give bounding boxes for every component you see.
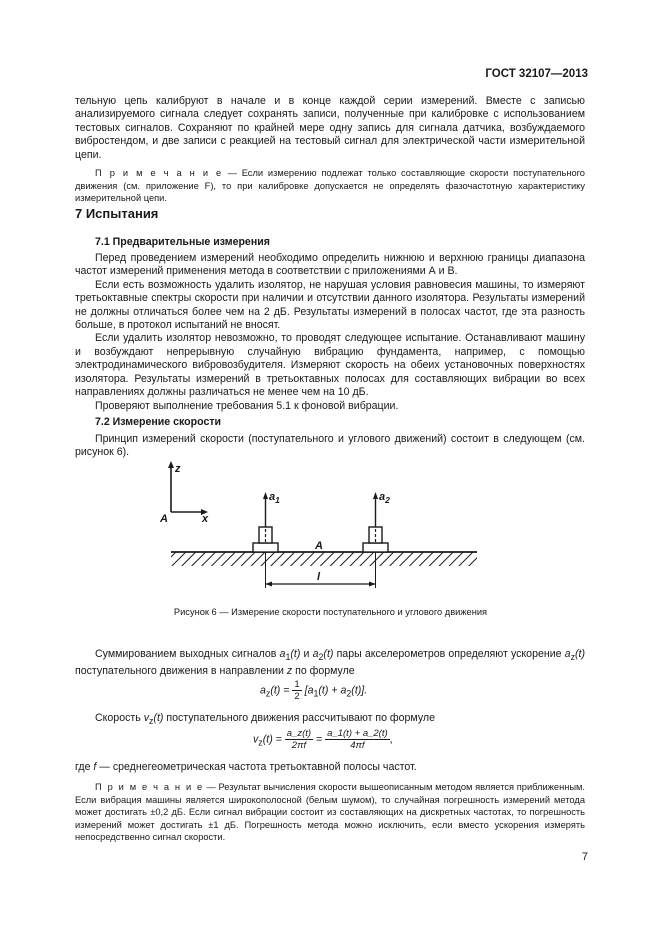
summation-block xyxy=(75,648,585,678)
formula-2-fraction-1: $\frac{a\_z(t)}{2\pi f}$ xyxy=(286,728,312,751)
s71-paragraph-2: Если есть возможность удалить изолятор, не нарушая условия равновесия машины, то измеряют третьоктавные спектры скорости при наличии и отсутствии данного изолятора. Результаты измерений не должны отличаться более чем на 2 дБ. Результаты измерений в полосах частот, где эта разность больше, в протокол испытаний не вносят. xyxy=(75,278,585,332)
s71-paragraph-4: Проверяют выполнение требования 5.1 к фоновой вибрации. xyxy=(95,400,399,413)
dimension-l-label: l xyxy=(317,571,321,583)
formula-2-fraction-2: $\frac{a\_1(t) + a\_2(t)}{4\pi f}$ xyxy=(327,728,388,751)
formula-velocity: $v_z(t)$ = $\frac{a\_z(t)}{2\pi f}$ = $\frac{a\_1(t) + a\_2(t)}{4\pi f}$ , xyxy=(253,728,393,751)
intro-block xyxy=(75,95,585,205)
note-2-paragraph: П р и м е ч а н и е — Результат вычисления скорости вышеописанным методом является приближенным. Если вибрация машины является широкополосной (белым шумом), то случайная погрешность измерений метода может достигать ±0,2 дБ. Если сигнал вибрации состоит из составляющих на дискретных частотах, то погрешность измерений может достигать ±1 дБ. Погрешность метода можно исключить, если вместо ускорения измерять непосредственно сигнал скорости. xyxy=(75,782,585,843)
s72-paragraph-1: Принцип измерений скорости (поступательного и углового движений) состоит в следующем (см. рисунок 6). xyxy=(75,433,585,459)
foundation-hatching xyxy=(171,552,477,566)
axis-x-label: x xyxy=(202,513,209,525)
accelerometer-2-label: $a_2$ xyxy=(379,491,390,505)
note-text: — Если измерению подлежат только составляющие скорости поступательного движения (см. приложение F), то при калибровке допускается не определять фазочастотную характеристику измерительной цепи. xyxy=(75,168,585,204)
point-a-left-label: A xyxy=(160,513,168,525)
where-paragraph: где f — среднегеометрическая частота третьоктавной полосы частот. xyxy=(75,761,417,773)
section-7-1-body xyxy=(75,252,585,414)
axis-z-label: z xyxy=(175,463,181,475)
intro-paragraph: тельную цепь калибруют в начале и в конце каждой серии измерений. Вместе с записью анализируемого сигнала следует сохранять записи, полученные при калибровке с использованием тестовых сигналов. Сохраняют по крайней мере одну запись для сигнала датчика, возбуждаемого вибростендом, и две записи с реакцией на тестовый сигнал для электрической части измерительной цепи. xyxy=(75,95,585,161)
document-header: ГОСТ 32107—2013 xyxy=(485,68,588,80)
section-7-heading: 7 Испытания xyxy=(75,206,159,221)
section-7-1-heading: 7.1 Предварительные измерения xyxy=(95,236,270,248)
figure-6-caption: Рисунок 6 — Измерение скорости поступательного и углового движения xyxy=(173,607,488,617)
s71-paragraph-1: Перед проведением измерений необходимо определить нижнюю и верхнюю границы диапазона частот измерений применения метода в соответствии с приложениями А и В. xyxy=(75,252,585,278)
page-number: 7 xyxy=(581,851,588,863)
section-7-2-body xyxy=(75,433,585,460)
velocity-paragraph: Скорость $v_z(t)$ поступательного движения рассчитывают по формуле xyxy=(95,712,435,727)
section-7-2-heading: 7.2 Измерение скорости xyxy=(95,416,222,428)
point-a-mid-label: A xyxy=(315,540,323,552)
note-label: П р и м е ч а н и е xyxy=(95,168,223,179)
accelerometer-1-label: $a_1$ xyxy=(269,491,280,505)
formula-1-fraction: $\frac{1}{2}$ xyxy=(294,679,300,702)
s71-paragraph-3: Если удалить изолятор невозможно, то проводят следующее испытание. Останавливают машину и возбуждают непрерывную случайную вибрацию фундамента, например, с помощью электродинамического вибровозбудителя. Измеряют скорость на обеих установочных поверхностях изолятора. Результаты измерений в третьоктавных полосах для составляющих вибрации во всех направлениях должны различаться не менее чем на 10 дБ. xyxy=(75,332,585,399)
formula-acceleration: $a_z(t)$ = $\frac{1}{2}$ $[a_1(t) + a_2(t)]$. xyxy=(260,679,368,702)
note-2-block xyxy=(75,781,585,844)
intro-note xyxy=(75,167,585,205)
velocity-block xyxy=(75,712,585,729)
figure-6-diagram xyxy=(0,460,661,600)
coordinate-axes xyxy=(168,461,208,515)
where-block xyxy=(75,761,585,774)
summation-paragraph: Суммированием выходных сигналов $a_1(t)$ и $a_2(t)$ пары акселерометров определяют ускорение $a_z(t)$ поступательного движения в направлении z по формуле xyxy=(75,648,585,677)
